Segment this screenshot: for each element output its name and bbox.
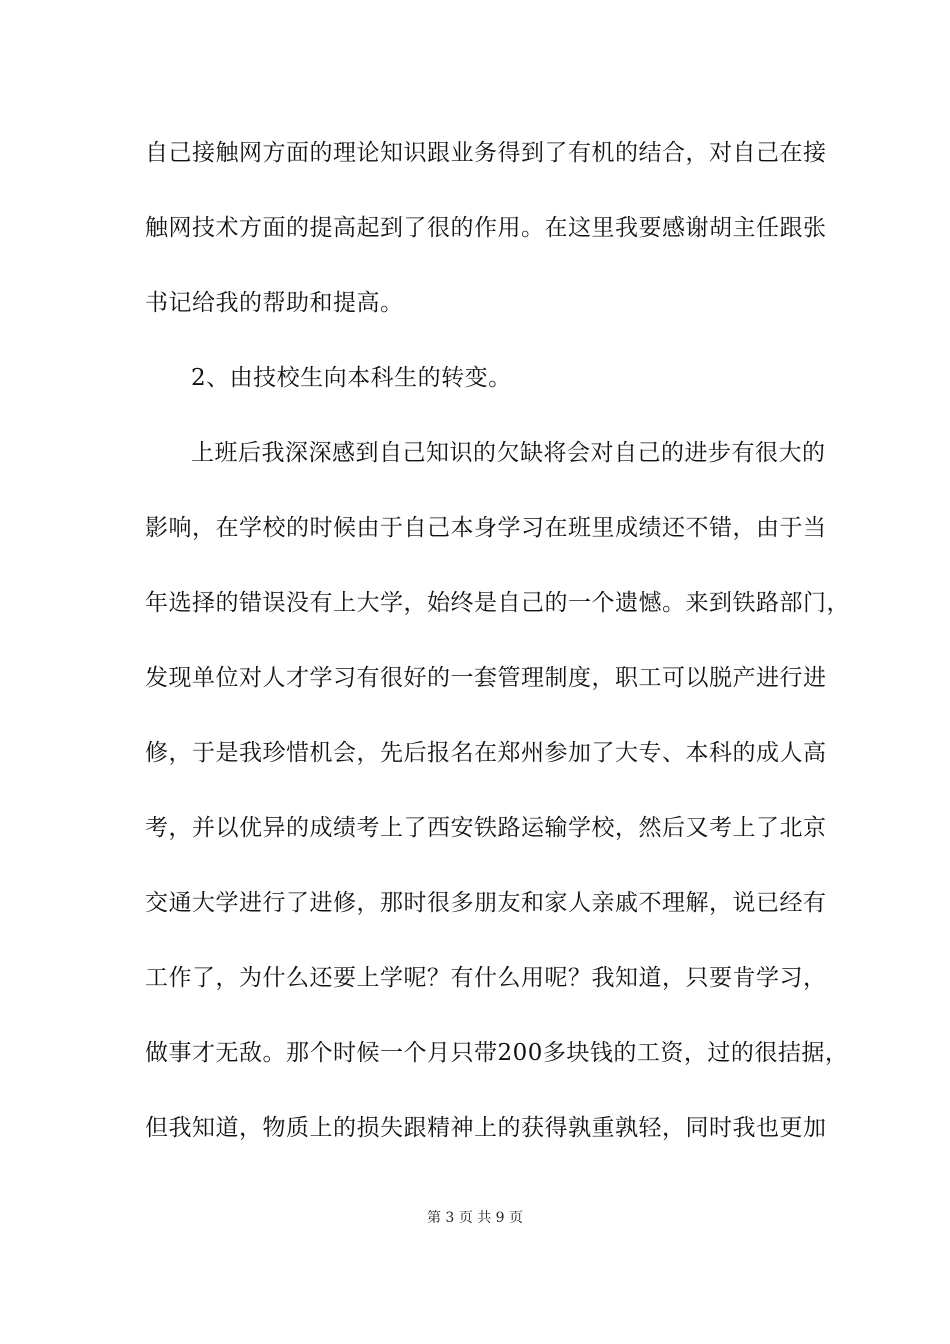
text-line-6: 影响，在学校的时候由于自己本身学习在班里成绩还不错，由于当 (145, 515, 827, 541)
text-line-14: 但我知道，物质上的损失跟精神上的获得孰重孰轻，同时我也更加 (145, 1115, 827, 1141)
section-heading: 2、由技校生向本科生的转变。 (191, 365, 512, 391)
text-line-12: 工作了，为什么还要上学呢？有什么用呢？我知道，只要肯学习， (145, 965, 827, 991)
text-line-7: 年选择的错误没有上大学，始终是自己的一个遗憾。来到铁路部门， (145, 590, 850, 616)
page-number-footer: 第 3 页 共 9 页 (426, 1210, 524, 1226)
text-line-8: 发现单位对人才学习有很好的一套管理制度，职工可以脱产进行进 (145, 665, 827, 691)
text-line-5: 上班后我深深感到自己知识的欠缺将会对自己的进步有很大的 (191, 440, 826, 466)
text-line-10: 考，并以优异的成绩考上了西安铁路运输学校，然后又考上了北京 (145, 815, 827, 841)
text-line-13: 做事才无敌。那个时候一个月只带200多块钱的工资，过的很拮据， (145, 1040, 849, 1066)
text-line-1: 自己接触网方面的理论知识跟业务得到了有机的结合，对自己在接 (145, 140, 827, 166)
text-line-11: 交通大学进行了进修，那时很多朋友和家人亲戚不理解，说已经有 (145, 890, 827, 916)
text-line-2: 触网技术方面的提高起到了很的作用。在这里我要感谢胡主任跟张 (145, 215, 827, 241)
text-line-9: 修，于是我珍惜机会，先后报名在郑州参加了大专、本科的成人高 (145, 740, 827, 766)
text-line-3: 书记给我的帮助和提高。 (145, 290, 404, 316)
